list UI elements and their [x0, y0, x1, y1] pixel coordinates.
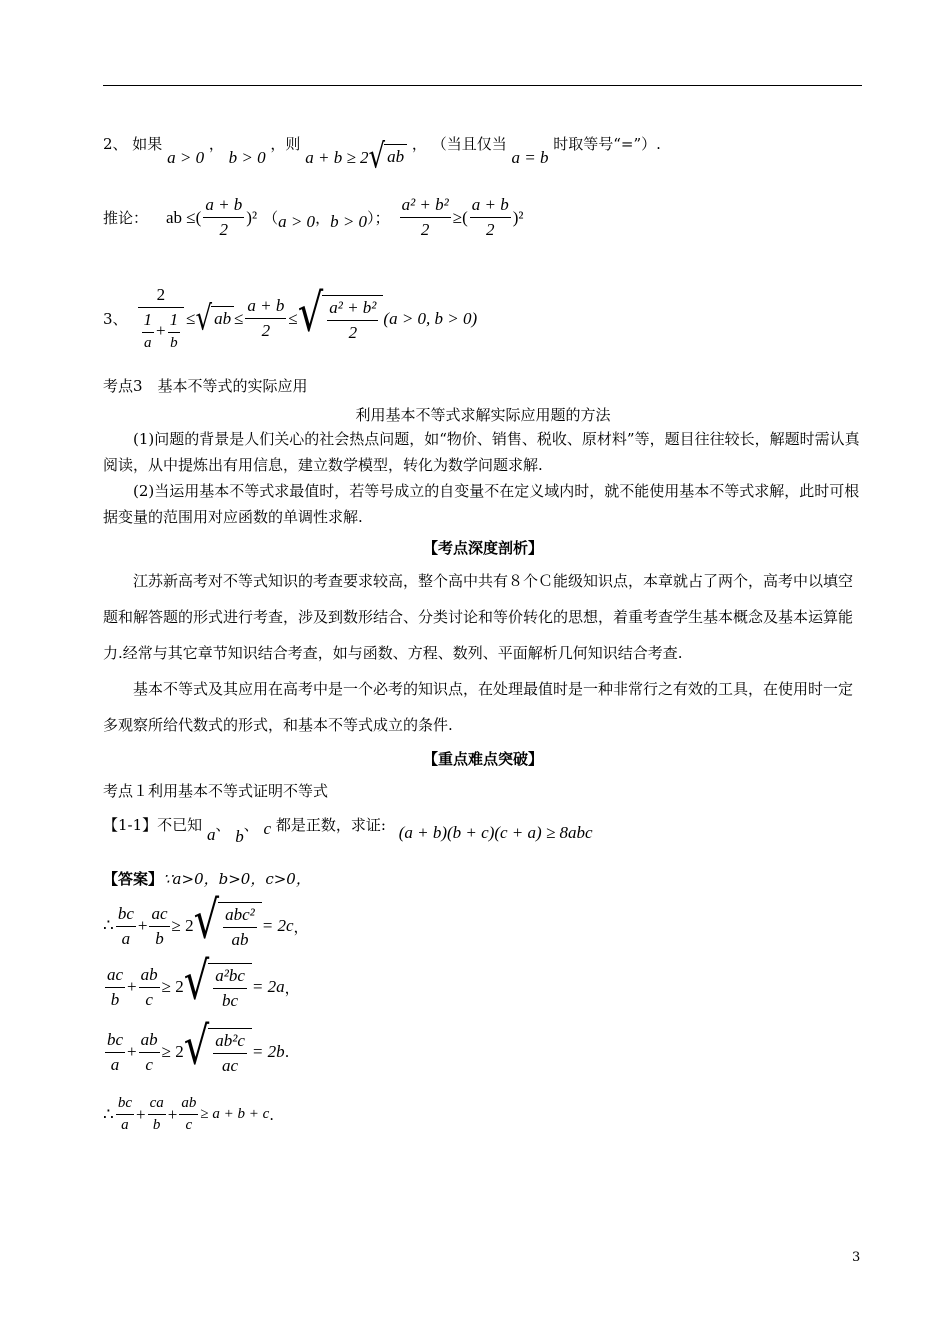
item3-prefix: 3、: [103, 310, 128, 328]
answer-line: [103, 868, 311, 889]
step-3: $\frac{bc}{a}$ + $\frac{ab}{c}$ ≥ 2 √ $\frac{\text{ab²c}}{ac}$ = 2b .: [107, 1016, 290, 1077]
item2-sep1: ，: [208, 135, 224, 153]
item3-sqrt: √ ab: [195, 306, 234, 332]
analysis-p2: 基本不等式及其应用在高考中是一个必考的知识点，在处理最值时是一种非常行之有效的工具，在使用时一定多观察所给代数式的形式，和基本不等式成立的条件.: [103, 680, 854, 734]
item2-cond1: a > 0: [167, 148, 205, 167]
corollary-pow: )²: [246, 207, 258, 227]
item2-radicand: ab: [384, 144, 407, 170]
method-p1: (1)问题的背景是人们关心的社会热点问题，如“物价、销售、税收、原材料”等，题目往往较长，解题时需认真阅读，从中提炼出有用信息，建立数学模型，转化为数学问题求解.: [103, 430, 860, 474]
final-pre: ∴: [103, 1104, 114, 1124]
corollary-label: 推论：: [103, 209, 149, 227]
answer-text: ∵a>0，b>0，c>0，: [163, 870, 311, 888]
item3-harmonic: 2 $\frac{1}{a}$ + $\frac{1}{b}$: [138, 285, 185, 352]
corollary-line: [103, 195, 524, 240]
example-sep2: 、: [243, 816, 259, 834]
item3-le1: ≤: [186, 308, 196, 328]
step-end: ，: [293, 917, 309, 936]
example-var-c: c: [263, 819, 272, 838]
item3-le2: ≤: [234, 308, 244, 328]
corollary-rfrac: $\frac{\text{a² + b²}}{2}$: [401, 195, 449, 239]
method-title: 利用基本不等式求解实际应用题的方法: [355, 406, 611, 424]
step-result: = 2b: [251, 1042, 285, 1061]
step-2: $\frac{ac}{b}$ + $\frac{ab}{c}$ ≥ 2 √ $\frac{\text{a²bc}}{bc}$ = 2a ，: [107, 951, 300, 1012]
step-pre: ∴: [103, 916, 114, 935]
item2-line: [103, 132, 661, 177]
step-result: = 2c: [261, 916, 294, 935]
corollary-r2frac: $\frac{a + b}{2}$: [471, 195, 509, 239]
step-1: ∴ $\frac{bc}{a}$ + $\frac{ac}{b}$ ≥ 2 √ $\frac{\text{abc²}}{ab}$ = 2c ，: [103, 890, 309, 951]
method-p2: (2)当运用基本不等式求最值时，若等号成立的自变量不在定义域内时，就不能使用基本不等式求解，此时可根据变量的范围用对应函数的单调性求解.: [103, 482, 860, 526]
final-line: ∴ $\frac{bc}{a}$ + $\frac{ca}{b}$ + $\frac{ab}{c}$ ≥ a + b + c .: [103, 1095, 275, 1133]
item3-le3: ≤: [288, 308, 298, 328]
example-text: 不已知: [157, 816, 203, 834]
analysis-p1: 江苏新高考对不等式知识的考查要求较高，整个高中共有８个Ｃ能级知识点，本章就占了两个，高考中以填空题和解答题的形式进行考查，涉及到数形结合、分类讨论和等价转化的思想，着重考查学生基本概念及基本运算能力.经常与其它章节知识结合考查，如与函数、方程、数列、平面解析几何知识结合考查.: [103, 572, 854, 662]
item3-qsqrt: √ $\frac{\text{a² + b²}}{2}$: [298, 295, 384, 343]
page-number: 3: [852, 1250, 861, 1265]
item2-cond2: b > 0: [228, 148, 266, 167]
example-line: [103, 814, 593, 846]
corollary-frac: $\frac{a + b}{2}$: [205, 195, 243, 239]
topic1-title: 考点１利用基本不等式证明不等式: [103, 782, 329, 800]
corollary-c1: a > 0: [278, 211, 316, 231]
corollary-c2: b > 0: [330, 211, 368, 231]
item2-sqrt: √ ab: [369, 144, 408, 170]
corollary-cond-close: ）；: [367, 209, 390, 227]
example-var-b: b: [235, 827, 244, 846]
example-claim: (a + b)(b + c)(c + a) ≥ 8abc: [398, 823, 593, 842]
breakthrough-title: 【重点难点突破】: [422, 750, 543, 768]
example-sep1: 、: [215, 816, 231, 834]
final-result: ≥ a + b + c: [200, 1106, 270, 1122]
item3-line: [103, 285, 477, 352]
step-result: = 2a: [251, 977, 285, 996]
corollary-cond-open: （: [263, 209, 279, 227]
answer-tag: 【答案】: [103, 870, 164, 888]
item2-ineq: a + b ≥ 2: [305, 148, 369, 167]
item3-mean: $\frac{a + b}{2}$: [247, 296, 285, 340]
section3-title: 考点3 基本不等式的实际应用: [103, 377, 308, 395]
final-end: .: [269, 1105, 275, 1124]
corollary-csep: ，: [315, 209, 331, 227]
analysis-title: 【考点深度剖析】: [422, 539, 543, 557]
step-end: ，: [284, 978, 300, 997]
example-tag: 【1-1】: [103, 816, 158, 834]
item2-eq: a = b: [511, 148, 549, 167]
header-rule: [103, 85, 862, 86]
corollary-rpow: )²: [512, 207, 524, 227]
step-end: .: [284, 1043, 290, 1061]
example-var-a: a: [206, 825, 216, 844]
item2-note-close: 时取等号“=”）.: [553, 135, 661, 153]
item2-sep3: ，: [411, 135, 427, 153]
corollary-rmid: ≥(: [452, 207, 468, 227]
item2-note-open: （当且仅当: [431, 135, 507, 153]
example-rest: 都是正数，求证:: [275, 816, 386, 834]
item2-prefix: 2、 如果: [103, 135, 163, 153]
item2-sep2: ，则: [270, 135, 301, 153]
item3-tail: (a > 0, b > 0): [383, 308, 478, 328]
corollary-lhs: ab ≤(: [166, 207, 202, 227]
